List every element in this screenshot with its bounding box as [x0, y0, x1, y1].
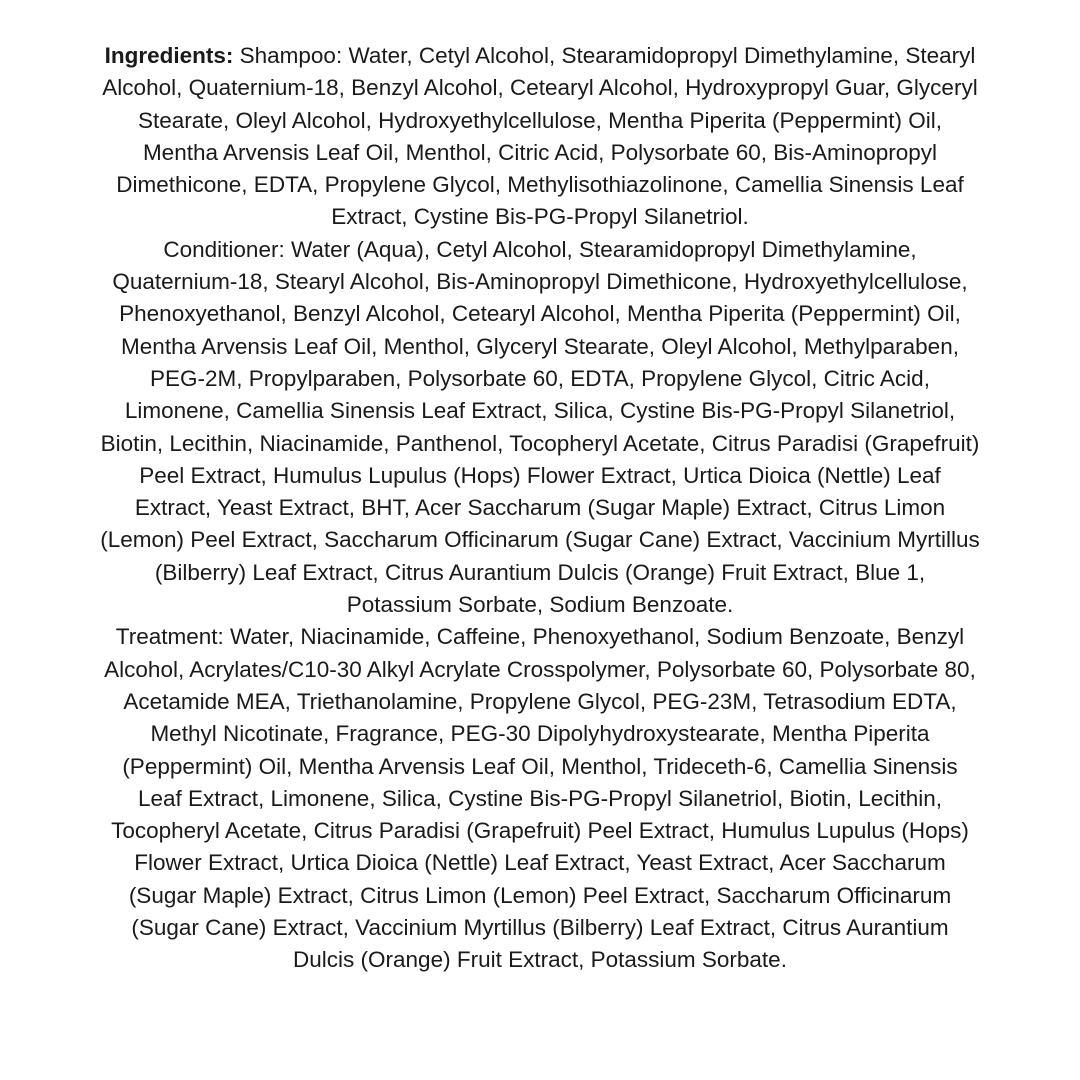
treatment-ingredients: Treatment: Water, Niacinamide, Caffeine, Phenoxyethanol, Sodium Benzoate, Benzyl Alcohol, Acrylates/C10-30 Alkyl Acrylate Crosspolymer, Polysorbate 60, Polysorbate 80, Acetamide MEA, Triethanolamine, Propylene Glycol, PEG-23M, Tetrasodium EDTA, Methyl Nicotinate, Fragrance, PEG-30 Dipolyhydroxystearate, Mentha Piperita (Peppermint) Oil, Mentha Arvensis Leaf Oil, Menthol, Trideceth-6, Camellia Sinensis Leaf Extract, Limonene, Silica, Cystine Bis-PG-Propyl Silanetriol, Biotin, Lecithin, Tocopheryl Acetate, Citrus Paradisi (Grapefruit) Peel Extract, Humulus Lupulus (Hops) Flower Extract, Urtica Dioica (Nettle) Leaf Extract, Yeast Extract, Acer Saccharum (Sugar Maple) Extract, Citrus Limon (Lemon) Peel Extract, Saccharum Officinarum (Sugar Cane) Extract, Vaccinium Myrtillus (Bilberry) Leaf Extract, Citrus Aurantium Dulcis (Orange) Fruit Extract, Potassium Sorbate. [104, 624, 976, 973]
shampoo-ingredients [100, 40, 980, 234]
shampoo-ingredients-text: Shampoo: Water, Cetyl Alcohol, Stearamidopropyl Dimethylamine, Stearyl Alcohol, Quaternium-18, Benzyl Alcohol, Cetearyl Alcohol, Hydroxypropyl Guar, Glyceryl Stearate, Oleyl Alcohol, Hydroxyethylcellulose, Mentha Piperita (Peppermint) Oil, Mentha Arvensis Leaf Oil, Menthol, Citric Acid, Polysorbate 60, Bis-Aminopropyl Dimethicone, EDTA, Propylene Glycol, Methylisothiazolinone, Camellia Sinensis Leaf Extract, Cystine Bis-PG-Propyl Silanetriol. [102, 43, 978, 230]
conditioner-ingredients: Conditioner: Water (Aqua), Cetyl Alcohol, Stearamidopropyl Dimethylamine, Quaternium-18, Stearyl Alcohol, Bis-Aminopropyl Dimethicone, Hydroxyethylcellulose, Phenoxyethanol, Benzyl Alcohol, Cetearyl Alcohol, Mentha Piperita (Peppermint) Oil, Mentha Arvensis Leaf Oil, Menthol, Glyceryl Stearate, Oleyl Alcohol, Methylparaben, PEG-2M, Propylparaben, Polysorbate 60, EDTA, Propylene Glycol, Citric Acid, Limonene, Camellia Sinensis Leaf Extract, Silica, Cystine Bis-PG-Propyl Silanetriol, Biotin, Lecithin, Niacinamide, Panthenol, Tocopheryl Acetate, Citrus Paradisi (Grapefruit) Peel Extract, Humulus Lupulus (Hops) Flower Extract, Urtica Dioica (Nettle) Leaf Extract, Yeast Extract, BHT, Acer Saccharum (Sugar Maple) Extract, Citrus Limon (Lemon) Peel Extract, Saccharum Officinarum (Sugar Cane) Extract, Vaccinium Myrtillus (Bilberry) Leaf Extract, Citrus Aurantium Dulcis (Orange) Fruit Extract, Blue 1, Potassium Sorbate, Sodium Benzoate. [100, 236, 980, 618]
ingredients-panel [100, 40, 980, 1040]
ingredients-heading: Ingredients: [104, 43, 234, 68]
